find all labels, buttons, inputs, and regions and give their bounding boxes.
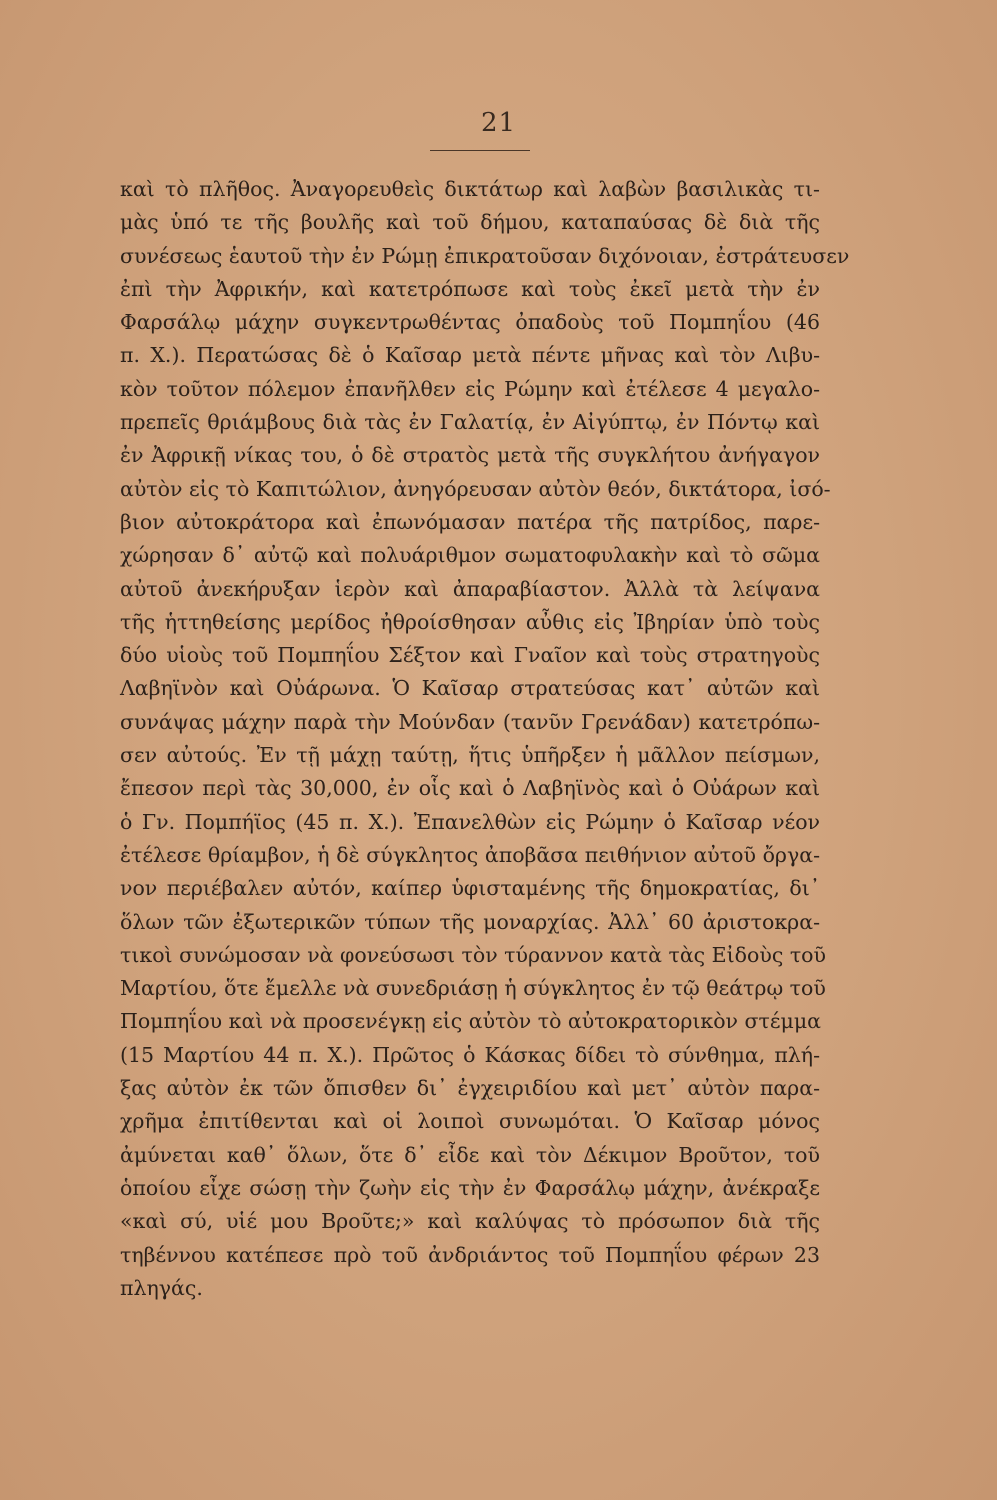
- text-line: νον περιέβαλεν αὐτόν, καίπερ ὑφισταμένης τῆς δημοκρατίας, δι᾽: [120, 876, 820, 901]
- text-line: αὐτοῦ ἀνεκήρυξαν ἱερὸν καὶ ἀπαραβίαστον. Ἀλλὰ τὰ λείψανα: [120, 576, 820, 601]
- text-line: συνάψας μάχην παρὰ τὴν Μούνδαν (τανῦν Γρενάδαν) κατετρόπω-: [120, 709, 820, 734]
- text-line: ὁποίου εἶχε σώσῃ τὴν ζωὴν εἰς τὴν ἐν Φαρσάλῳ μάχην, ἀνέκραξε: [120, 1175, 820, 1200]
- text-line: χώρησαν δ᾽ αὐτῷ καὶ πολυάριθμον σωματοφυλακὴν καὶ τὸ σῶμα: [120, 543, 820, 568]
- text-line: σεν αὐτούς. Ἐν τῇ μάχῃ ταύτῃ, ἥτις ὑπῆρξεν ἡ μᾶλλον πείσμων,: [120, 743, 820, 768]
- text-line: Λαβηϊνὸν καὶ Οὐάρωνα. Ὁ Καῖσαρ στρατεύσας κατ᾽ αὐτῶν καὶ: [120, 676, 820, 701]
- text-line: βιον αὐτοκράτορα καὶ ἐπωνόμασαν πατέρα τῆς πατρίδος, παρε-: [120, 509, 820, 534]
- text-line: Μαρτίου, ὅτε ἔμελλε νὰ συνεδριάσῃ ἡ σύγκλητος ἐν τῷ θεάτρῳ τοῦ: [120, 976, 826, 1001]
- text-line: π. Χ.). Περατώσας δὲ ὁ Καῖσαρ μετὰ πέντε μῆνας καὶ τὸν Λιβυ-: [120, 343, 820, 368]
- text-line: τῆς ἡττηθείσης μερίδος ἠθροίσθησαν αὖθις εἰς Ἰβηρίαν ὑπὸ τοὺς: [120, 609, 820, 634]
- text-line: τηβέννου κατέπεσε πρὸ τοῦ ἀνδριάντος τοῦ Πομπηΐου φέρων 23: [120, 1242, 820, 1267]
- text-line: αὐτὸν εἰς τὸ Καπιτώλιον, ἀνηγόρευσαν αὐτὸν θεόν, δικτάτορα, ἰσό-: [120, 476, 831, 501]
- text-line: ἐτέλεσε θρίαμβον, ἡ δὲ σύγκλητος ἀποβᾶσα πειθήνιον αὐτοῦ ὄργα-: [120, 842, 820, 867]
- header-rule: [430, 150, 530, 151]
- text-line: ἐν Ἀφρικῇ νίκας του, ὁ δὲ στρατὸς μετὰ τῆς συγκλήτου ἀνήγαγον: [120, 443, 820, 468]
- text-line: ἀμύνεται καθ᾽ ὅλων, ὅτε δ᾽ εἶδε καὶ τὸν Δέκιμον Βροῦτον, τοῦ: [120, 1142, 820, 1167]
- text-line: μὰς ὑπό τε τῆς βουλῆς καὶ τοῦ δήμου, καταπαύσας δὲ διὰ τῆς: [120, 210, 820, 235]
- text-line: τικοὶ συνώμοσαν νὰ φονεύσωσι τὸν τύραννον κατὰ τὰς Εἰδοὺς τοῦ: [120, 942, 826, 967]
- text-line: συνέσεως ἑαυτοῦ τὴν ἐν Ρώμῃ ἐπικρατοῦσαν διχόνοιαν, ἐστράτευσεν: [120, 243, 850, 268]
- text-line: ἔπεσον περὶ τὰς 30,000, ἐν οἷς καὶ ὁ Λαβηϊνὸς καὶ ὁ Οὐάρων καὶ: [120, 776, 820, 801]
- text-line: ξας αὐτὸν ἐκ τῶν ὄπισθεν δι᾽ ἐγχειριδίου καὶ μετ᾽ αὐτὸν παρα-: [120, 1076, 820, 1101]
- text-line: κὸν τοῦτον πόλεμον ἐπανῆλθεν εἰς Ρώμην καὶ ἐτέλεσε 4 μεγαλο-: [120, 376, 820, 401]
- text-line: δύο υἱοὺς τοῦ Πομπηΐου Σέξτον καὶ Γναῖον καὶ τοὺς στρατηγοὺς: [120, 643, 820, 668]
- text-line: Φαρσάλῳ μάχην συγκεντρωθέντας ὀπαδοὺς τοῦ Πομπηΐου (46: [120, 310, 820, 335]
- text-line: «καὶ σύ, υἱέ μου Βροῦτε;» καὶ καλύψας τὸ πρόσωπον διὰ τῆς: [120, 1209, 820, 1234]
- text-line: πρεπεῖς θριάμβους διὰ τὰς ἐν Γαλατίᾳ, ἐν Αἰγύπτῳ, ἐν Πόντῳ καὶ: [120, 410, 820, 435]
- text-line: ὁ Γν. Πομπήϊος (45 π. Χ.). Ἐπανελθὼν εἰς Ρώμην ὁ Καῖσαρ νέον: [120, 809, 820, 834]
- text-line: (15 Μαρτίου 44 π. Χ.). Πρῶτος ὁ Κάσκας δίδει τὸ σύνθημα, πλή-: [120, 1042, 820, 1067]
- text-line: ὅλων τῶν ἐξωτερικῶν τύπων τῆς μοναρχίας. Ἀλλ᾽ 60 ἀριστοκρα-: [120, 909, 820, 934]
- text-line: καὶ τὸ πλῆθος. Ἀναγορευθεὶς δικτάτωρ καὶ λαβὼν βασιλικὰς τι-: [120, 177, 820, 201]
- text-line: χρῆμα ἐπιτίθενται καὶ οἱ λοιποὶ συνωμόται. Ὁ Καῖσαρ μόνος: [120, 1109, 820, 1134]
- text-line: Πομπηΐου καὶ νὰ προσενέγκῃ εἰς αὐτὸν τὸ αὐτοκρατορικὸν στέμμα: [120, 1009, 821, 1034]
- body-text: [120, 173, 850, 1305]
- page-number: 21: [480, 108, 517, 138]
- text-line: ἐπὶ τὴν Ἀφρικήν, καὶ κατετρόπωσε καὶ τοὺς ἐκεῖ μετὰ τὴν ἐν: [120, 276, 820, 301]
- text-line: πληγάς.: [120, 1275, 203, 1300]
